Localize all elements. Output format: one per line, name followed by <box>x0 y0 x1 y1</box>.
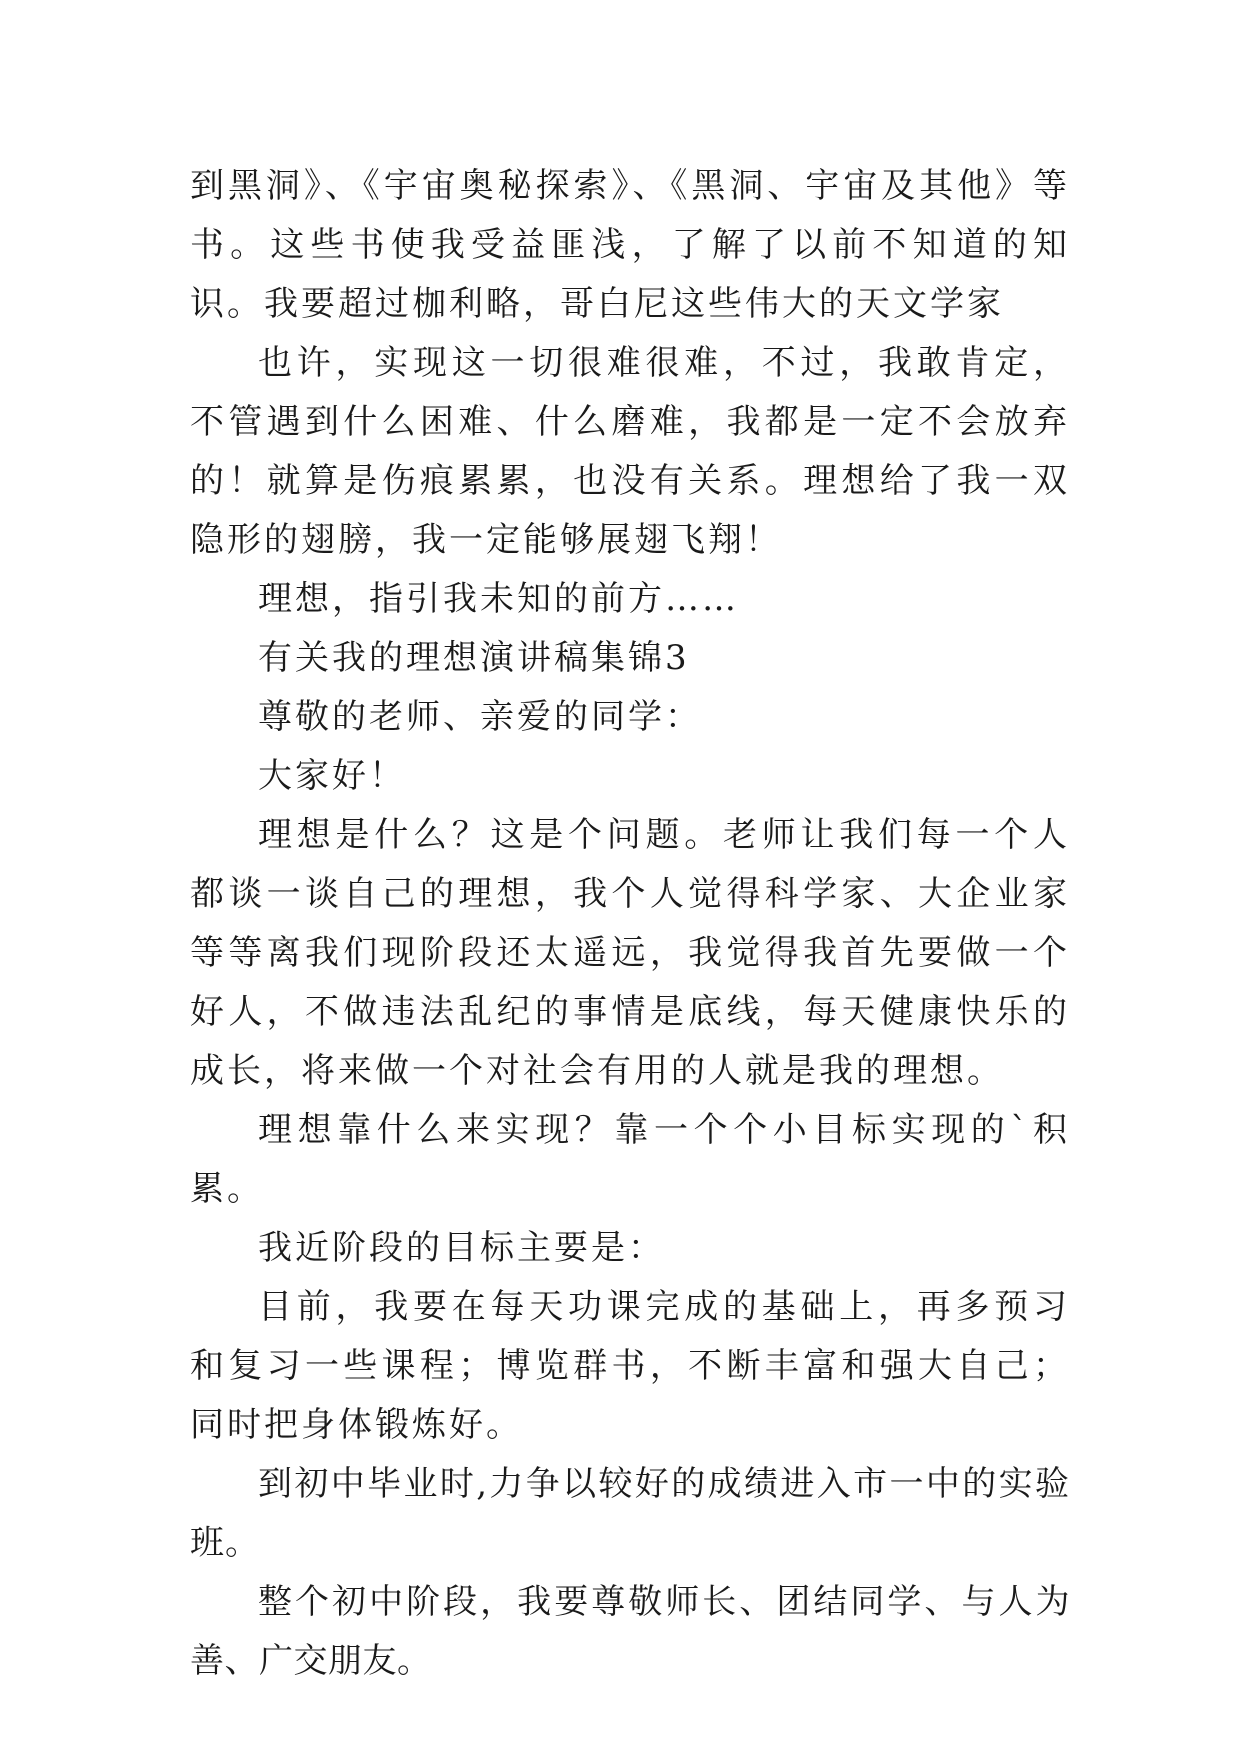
section-heading: 有关我的理想演讲稿集锦3 <box>258 638 690 678</box>
salutation: 尊敬的老师、亲爱的同学： <box>258 697 702 737</box>
paragraph-middle-school-goal: 整个初中阶段，我要尊敬师长、团结同学、与人为善、广交朋友。 <box>190 1582 1070 1681</box>
paragraph-how-to-achieve: 理想靠什么来实现？靠一个个小目标实现的`积累。 <box>190 1110 1070 1209</box>
document-body <box>190 157 1070 1691</box>
paragraph-current-goal: 目前，我要在每天功课完成的基础上，再多预习和复习一些课程；博览群书，不断丰富和强大自己；同时把身体锻炼好。 <box>190 1287 1070 1445</box>
paragraph-continuation: 到黑洞》、《宇宙奥秘探索》、《黑洞、宇宙及其他》等书。这些书使我受益匪浅，了解了以前不知道的知识。我要超过枷利略，哥白尼这些伟大的天文学家 <box>190 166 1070 324</box>
paragraph-graduation-goal: 到初中毕业时,力争以较好的成绩进入市一中的实验班。 <box>190 1464 1070 1563</box>
greeting: 大家好！ <box>258 756 406 796</box>
paragraph-goals-intro: 我近阶段的目标主要是： <box>258 1228 665 1268</box>
paragraph-guidance: 理想，指引我未知的前方…… <box>258 579 739 619</box>
paragraph-what-is-ideal: 理想是什么？这是个问题。老师让我们每一个人都谈一谈自己的理想，我个人觉得科学家、大企业家等等离我们现阶段还太遥远，我觉得我首先要做一个好人，不做违法乱纪的事情是底线，每天健康快乐的成长，将来做一个对社会有用的人就是我的理想。 <box>190 815 1070 1091</box>
paragraph-perseverance: 也许，实现这一切很难很难，不过，我敢肯定，不管遇到什么困难、什么磨难，我都是一定不会放弃的！就算是伤痕累累，也没有关系。理想给了我一双隐形的翅膀，我一定能够展翅飞翔！ <box>190 343 1070 560</box>
